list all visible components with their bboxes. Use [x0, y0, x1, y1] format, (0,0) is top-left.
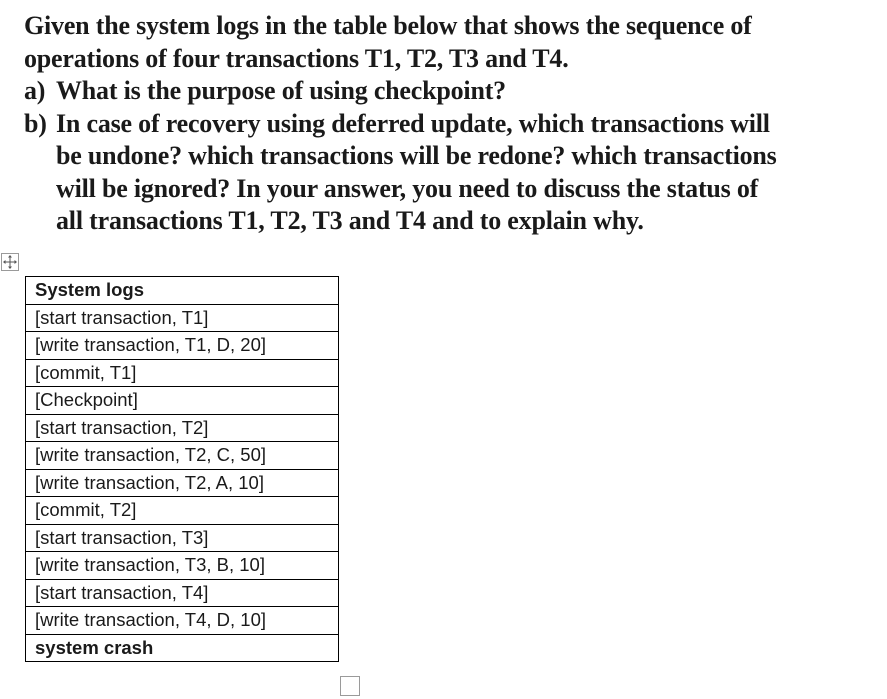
question-intro-line-2: operations of four transactions T1, T2, T3 and T4. — [24, 43, 569, 73]
table-row — [26, 359, 339, 387]
table-row — [26, 469, 339, 497]
question-item-b-marker: b) — [24, 108, 47, 138]
table-row — [26, 304, 339, 332]
table-cell: [start transaction, T1] — [26, 304, 339, 332]
table-row — [26, 579, 339, 607]
table-row — [26, 332, 339, 360]
table-row — [26, 387, 339, 415]
table-cell: [start transaction, T3] — [26, 524, 339, 552]
table-header-row — [26, 277, 339, 305]
table-cell: [start transaction, T2] — [26, 414, 339, 442]
question-item-a-text: What is the purpose of using checkpoint? — [56, 76, 506, 105]
table-header-cell: System logs — [26, 277, 339, 305]
table-cell: [write transaction, T4, D, 10] — [26, 607, 339, 635]
table-cell: [commit, T1] — [26, 359, 339, 387]
table-row — [26, 552, 339, 580]
table-row — [26, 607, 339, 635]
table-move-handle[interactable] — [1, 253, 19, 271]
table-row — [26, 524, 339, 552]
question-item-b-text: In case of recovery using deferred update, which transactions will be undone? which transactions will be redone? which transactions will be ignored? In your answer, you need to discuss the status of all transactions T1, T2, T3 and T4 and to explain why. — [56, 108, 777, 235]
question-item-a — [24, 75, 874, 108]
table-cell: [commit, T2] — [26, 497, 339, 525]
table-row — [26, 497, 339, 525]
question-intro-line-1: Given the system logs in the table below that shows the sequence of — [24, 11, 752, 40]
table-cell: [write transaction, T2, C, 50] — [26, 442, 339, 470]
move-icon — [3, 255, 17, 269]
system-logs-table — [25, 276, 339, 662]
table-cell: [write transaction, T2, A, 10] — [26, 469, 339, 497]
table-footer-row — [26, 634, 339, 662]
question-item-b — [24, 108, 874, 238]
table-cell: [start transaction, T4] — [26, 579, 339, 607]
table-cell: [write transaction, T3, B, 10] — [26, 552, 339, 580]
table-cell: [Checkpoint] — [26, 387, 339, 415]
table-resize-handle[interactable] — [340, 676, 360, 696]
table-row — [26, 442, 339, 470]
question-text — [24, 10, 874, 238]
question-item-a-marker: a) — [24, 76, 46, 105]
table-cell: [write transaction, T1, D, 20] — [26, 332, 339, 360]
system-crash-cell: system crash — [26, 634, 339, 662]
table-row — [26, 414, 339, 442]
